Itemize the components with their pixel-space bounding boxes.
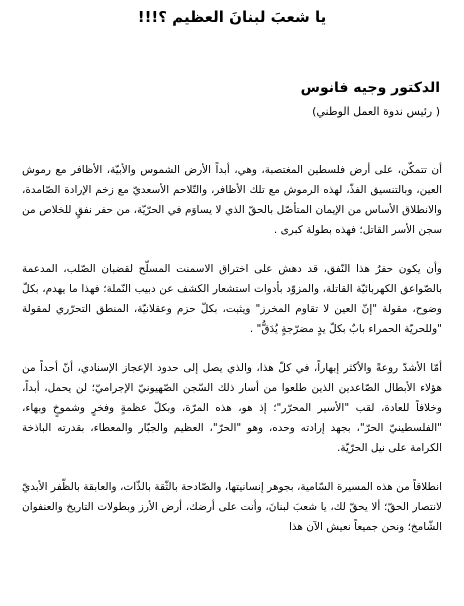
paragraph: وأن يكون حفرُ هذا النّفق، قد دهش على اختراق الاسمنت المسلّح لقضبان الصّلب، المدعمة بالصّواعق الكهربائيّة القاتلة، والمزوّد بأدوات استشعار الكشف عن دبيب النّملة؛ فهذا ما يهدم، بكلّ وضوح، مقولة "إنّ العين لا تقاوم المخرز" ويثبت، بكلّ حزم وعقلانيّة، المنطق التحرّري لمقولة "وللحريّة الحمراء بابٌ بكلّ يدٍ مضرّجةٍ يُدَقُّ" . <box>22 263 442 335</box>
author-role: ( رئيس ندوة العمل الوطني) <box>312 105 440 118</box>
author-name: الدكتور وجيه فانوس <box>300 80 440 96</box>
article-body <box>22 160 442 556</box>
paragraph: انطلاقاً من هذه المسيرة السّامية، بجوهر إنسانيتها، والصّادحة بالثّقة بالذّات، والعابقة بالظّفر الأبديّ لانتصار الحقّ؛ ألا يحقّ لك، يا شعبَ لبنانَ، وأنت على أرضك، أرض الأرز وبطولات التاريخ والعنفوان الشّامخ؛ ونحن جميعاً نعيش الآن هذا <box>22 481 442 533</box>
paragraph: أمّا الأشدّ روعةً والأكثر إبهاراً، في كلّ هذا، والذي يصل إلى حدود الإعجاز الإسنادي، أنّ أحداً من هؤلاء الأبطال الصّاعدين الذين طلعوا من أسار ذلك السّجن الصّهيونيّ الإجراميّ؛ لن يحمل، أبداً، وخلافاً للعادة، لقب "الأسير المحرّر"؛ إذ هو، هذه المرّة، وبكلّ عظمةٍ وفخرٍ وشموخٍ وبهاء، "الفلسطينيّ الحرّ"، بجهد إرادته وحده، وهو "الحرّ"، العظيم والجبّار والمعطاء، بقدرته الباذخة الكرامة على نيل الحرّيّة. <box>22 362 442 454</box>
document-title: يا شعبَ لبنانَ العظيم ؟!!! <box>137 8 327 26</box>
paragraph: أن تتمكّن، على أرض فلسطين المغتصبة، وهي، أبداً الأرض الشموس والأبيّة، الأظافر مع رموش العين، وبالتنسيق الفذّ، لهذه الرموش مع تلك الأظافر، والتّلاحم الأسعديّ مع زخم الإرادة الصّامدة، والانطلاق الأساس من الإيمان المتأصّل بالحقّ الذي لا يساوَم في الحرّيّة، من حفر نفقٍ للخلاص من سجن الأسر القاتل؛ فهذه بطولة كبرى . <box>22 164 442 236</box>
